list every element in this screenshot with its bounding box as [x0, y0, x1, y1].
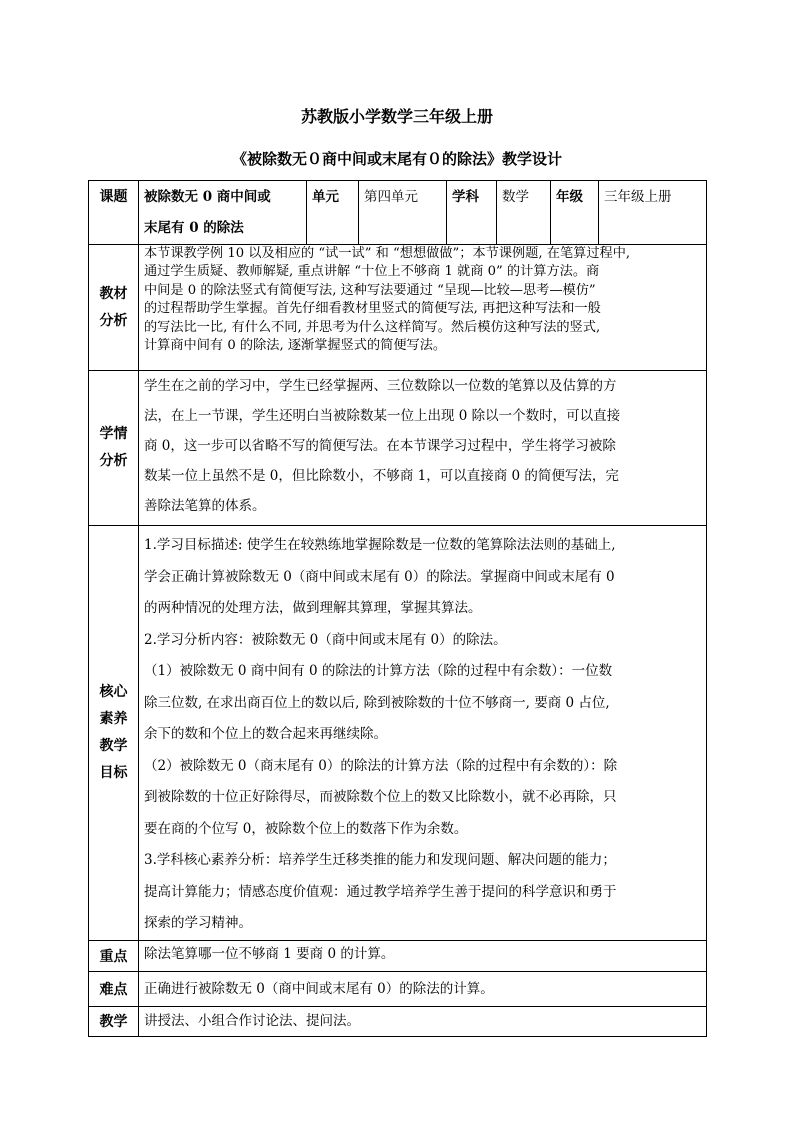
- text-line: 数某一位上虽然不是 0，但比除数小，不够商 1，可以直接商 0 的简便写法，完: [144, 468, 619, 484]
- core-goals-label: 核心 素养 教学 目标: [89, 526, 139, 941]
- text-line: 1.学习目标描述: 使学生在较熟练地掌握除数是一位数的笔算除法法则的基础上,: [144, 537, 616, 553]
- text-line: （1）被除数无 0 商中间有 0 的除法的计算方法（除的过程中有余数）：一位数: [144, 663, 613, 679]
- document-subtitle: 《被除数无０商中间或末尾有０的除法》教学设计: [231, 150, 562, 168]
- student-analysis-text: [139, 371, 707, 526]
- text-line: 商 0，这一步可以省略不写的简便写法。在本节课学习过程中，学生将学习被除: [144, 438, 616, 454]
- method-text: 讲授法、小组合作讨论法、提问法。: [139, 1006, 707, 1036]
- topic-value-line-2: 末尾有 0 的除法: [144, 220, 244, 236]
- text-line: 法，在上一节课，学生还明白当被除数某一位上出现 0 除以一个数时，可以直接: [144, 408, 621, 424]
- text-line: 善除法笔算的体系。: [144, 498, 266, 514]
- key-point-text: 除法笔算哪一位不够商 1 要商 0 的计算。: [139, 940, 707, 971]
- topic-value-line-1: 被除数无 0 商中间或: [144, 189, 271, 205]
- difficulty-label: 难点: [89, 971, 139, 1006]
- unit-label: 单元: [307, 181, 359, 245]
- text-line: 学生在之前的学习中，学生已经掌握两、三位数除以一位数的笔算以及估算的方: [144, 378, 617, 394]
- core-goals-row: [89, 526, 707, 941]
- info-row: [89, 181, 707, 245]
- method-row: [89, 1006, 707, 1036]
- text-line: 到被除数的十位正好除得尽，而被除数个位上的数又比除数小，就不必再除，只: [144, 789, 617, 805]
- document-title: 苏教版小学数学三年级上册: [300, 107, 493, 126]
- core-goals-text: [139, 526, 707, 941]
- text-line: 除三位数, 在求出商百位上的数以后, 除到被除数的十位不够商一, 要商 0 占位,: [144, 694, 610, 711]
- text-line: 要在商的个位写 0，被除数个位上的数落下作为余数。: [144, 820, 468, 837]
- student-analysis-label: 学情 分析: [89, 371, 139, 526]
- grade-label: 年级: [551, 181, 599, 245]
- text-line: 余下的数和个位上的数合起来再继续除。: [144, 726, 387, 742]
- text-line: 3.学科核心素养分析：培养学生迁移类推的能力和发现问题、解决问题的能力；: [144, 852, 616, 868]
- method-label: 教学: [89, 1006, 139, 1036]
- text-line: 计算商中间有 0 的除法, 逐渐掌握竖式的简便写法。: [144, 338, 447, 354]
- text-line: 探索的学习精神。: [144, 915, 252, 931]
- material-analysis-label: 教材 分析: [89, 245, 139, 371]
- text-line: （2）被除数无 0（商末尾有 0）的除法的计算方法（除的过程中有余数的）：除: [144, 757, 618, 774]
- difficulty-row: [89, 971, 707, 1006]
- unit-value: 第四单元: [359, 181, 447, 245]
- text-line: 学会正确计算被除数无 0（商中间或末尾有 0）的除法。掌握商中间或末尾有 0: [144, 568, 615, 585]
- material-analysis-row: [89, 245, 707, 371]
- subject-label: 学科: [447, 181, 497, 245]
- text-line: 提高计算能力；情感态度价值观：通过教学培养学生善于提问的科学意识和勇于: [144, 883, 617, 900]
- text-line: 中间是 0 的除法竖式有简便写法, 这种写法要通过 “呈现—比较—思考—模仿”: [144, 282, 596, 298]
- text-line: 的写法比一比, 有什么不同, 并思考为什么这样简写。然后模仿这种写法的竖式,: [144, 319, 601, 335]
- text-line: 的过程帮助学生掌握。首先仔细看教材里竖式的简便写法, 再把这种写法和一般: [144, 301, 601, 317]
- topic-value: [139, 181, 307, 245]
- text-line: 本节课教学例 10 以及相应的 “试一试” 和 “想想做做”；本节课例题, 在笔算过程中,: [144, 246, 631, 261]
- key-point-row: [89, 940, 707, 971]
- student-analysis-row: [89, 371, 707, 526]
- text-line: 通过学生质疑、教师解疑, 重点讲解 “十位上不够商 1 就商 0” 的计算方法。商: [144, 264, 600, 280]
- text-line: 的两种情况的处理方法，做到理解其算理，掌握其算法。: [144, 600, 482, 616]
- grade-value: 三年级上册: [599, 181, 707, 245]
- topic-label: 课题: [89, 181, 139, 245]
- difficulty-text: 正确进行被除数无 0（商中间或末尾有 0）的除法的计算。: [139, 971, 707, 1006]
- text-line: 2.学习分析内容：被除数无 0（商中间或末尾有 0）的除法。: [144, 631, 507, 648]
- key-point-label: 重点: [89, 940, 139, 971]
- subject-value: 数学: [497, 181, 551, 245]
- lesson-plan-table: [88, 180, 707, 1037]
- material-analysis-text: [139, 245, 707, 371]
